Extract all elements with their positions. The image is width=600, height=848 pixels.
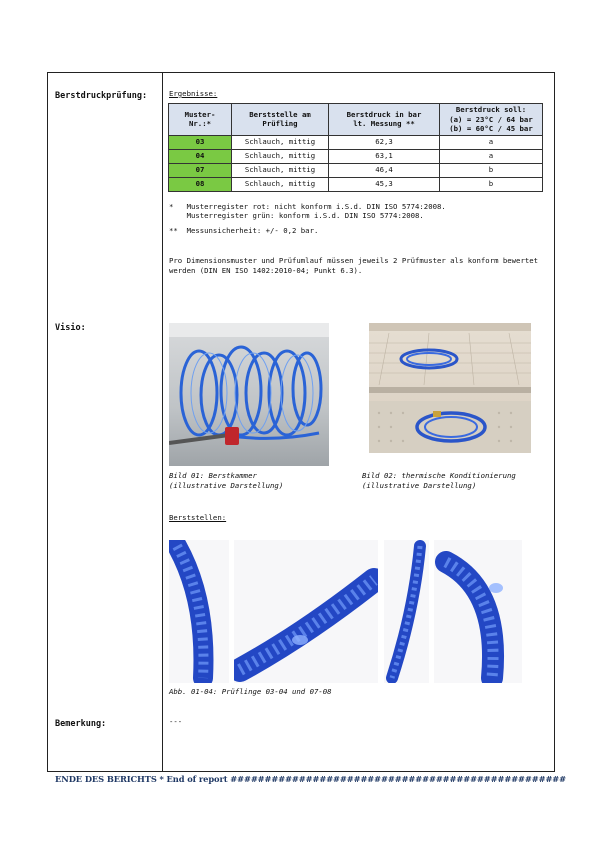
table-row [169, 163, 543, 177]
photo-pruefling-03 [169, 540, 229, 683]
hose-sample-icon [384, 540, 429, 683]
table-row [169, 149, 543, 163]
oven-shelf-icon [369, 323, 531, 453]
soll-cell: b [440, 163, 543, 177]
header-berststelle [232, 104, 329, 136]
note-konform-rot: * Musterregister rot: nicht konform i.S.d. DIN ISO 5774:2008. [169, 202, 446, 211]
photo-pruefling-08 [434, 540, 522, 683]
header-muster-text: Muster- Nr.:* [184, 109, 216, 129]
caption-bild2: Bild 02: thermische Konditionierung (illustrative Darstellung) [362, 471, 516, 490]
hose-sample-icon [234, 540, 378, 683]
header-berstdruck-soll-text: Berstdruck soll: (a) = 23°C / 64 bar (b) = 60°C / 45 bar [449, 105, 533, 133]
messung-cell: 46,4 [329, 163, 440, 177]
soll-cell: a [440, 135, 543, 149]
label-bemerkung: Bemerkung: [55, 719, 107, 729]
header-muster [169, 104, 232, 136]
messung-cell: 63,1 [329, 149, 440, 163]
ergebnisse-title: Ergebnisse: [169, 89, 218, 98]
photo-konditionierung [369, 323, 531, 453]
berststelle-cell: Schlauch, mittig [232, 149, 329, 163]
muster-nr-cell: 07 [169, 163, 232, 177]
bemerkung-text: --- [169, 717, 183, 726]
soll-cell: a [440, 149, 543, 163]
results-header-row [169, 104, 543, 136]
report-footer: ENDE DES BERICHTS * End of report ################################################# [55, 774, 567, 784]
berststelle-cell: Schlauch, mittig [232, 135, 329, 149]
table-row [169, 135, 543, 149]
hose-sample-icon [169, 540, 229, 683]
berststelle-cell: Schlauch, mittig [232, 177, 329, 191]
hose-coil-icon [169, 323, 329, 466]
muster-nr-cell: 04 [169, 149, 232, 163]
label-berstdruck: Berstdruckprüfung: [55, 91, 148, 101]
hose-sample-icon [434, 540, 522, 683]
note-konform-gruen: Musterregister grün: konform i.S.d. DIN ISO 5774:2008. [169, 211, 424, 220]
photo-berstkammer [169, 323, 329, 466]
photo-pruefling-04 [234, 540, 378, 683]
note-messunsicherheit: ** Messunsicherheit: +/- 0,2 bar. [169, 226, 319, 235]
caption-abb: Abb. 01-04: Prüflinge 03-04 und 07-08 [169, 687, 332, 696]
results-table [168, 103, 543, 192]
berststelle-cell: Schlauch, mittig [232, 163, 329, 177]
messung-cell: 45,3 [329, 177, 440, 191]
label-visio: Visio: [55, 323, 86, 333]
muster-nr-cell: 03 [169, 135, 232, 149]
photo-pruefling-07 [384, 540, 429, 683]
header-berstdruck-messung-text: Berstdruck in bar lt. Messung ** [346, 109, 422, 129]
header-berststelle-text: Berststelle am Prüfling [249, 109, 311, 129]
header-berstdruck-soll [440, 104, 543, 136]
caption-bild1: Bild 01: Berstkammer (illustrative Darstellung) [169, 471, 284, 490]
messung-cell: 62,3 [329, 135, 440, 149]
soll-cell: b [440, 177, 543, 191]
paragraph-pruefmuster: Pro Dimensionsmuster und Prüfumlauf müssen jeweils 2 Prüfmuster als konform bewertet werden (DIN EN ISO 1402:2010-04; Punkt 6.3). [169, 256, 539, 275]
berststellen-title: Berststellen: [169, 513, 227, 522]
muster-nr-cell: 08 [169, 177, 232, 191]
column-divider [162, 73, 163, 771]
report-frame [47, 72, 555, 772]
table-row [169, 177, 543, 191]
header-berstdruck-messung [329, 104, 440, 136]
